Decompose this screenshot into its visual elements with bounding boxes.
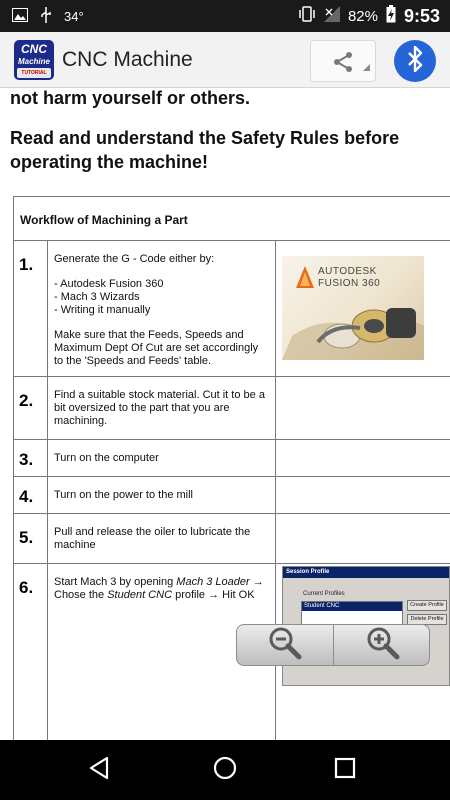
step-text: Pull and release the oiler to lubricate the machine xyxy=(48,514,276,563)
step-text: Find a suitable stock material. Cut it to be a bit oversized to the part that you are machining. xyxy=(48,377,276,439)
home-icon xyxy=(212,755,238,786)
table-row xyxy=(14,377,450,440)
usb-icon xyxy=(40,7,52,26)
step-number: 4. xyxy=(14,477,48,513)
share-button[interactable] xyxy=(310,40,376,82)
image-icon xyxy=(12,8,28,25)
back-button[interactable] xyxy=(84,756,114,784)
warning-fragment: not harm yourself or others. xyxy=(10,88,251,108)
navigation-bar xyxy=(0,740,450,800)
table-row xyxy=(14,514,450,564)
step-number: 5. xyxy=(14,514,48,563)
step-text: Start Mach 3 by opening Mach 3 Loader → Chose the Student CNC profile → Hit OK xyxy=(48,564,276,740)
status-bar xyxy=(0,0,450,32)
table-row xyxy=(14,477,450,514)
bluetooth-button[interactable] xyxy=(394,40,436,82)
back-icon xyxy=(88,756,110,785)
step-image-cell xyxy=(276,241,450,376)
zoom-out-button[interactable] xyxy=(237,625,334,665)
temperature-text: 34° xyxy=(64,8,84,24)
app-title: CNC Machine xyxy=(62,48,193,71)
battery-text: 82% xyxy=(347,7,378,25)
dialog-label: Current Profiles xyxy=(303,591,345,597)
step-number: 1. xyxy=(14,241,48,376)
step-text: Generate the G - Code either by: - Autodesk Fusion 360 - Mach 3 Wizards - Writing it manually Make sure that the Feeds, Speeds and Maximum Dept Of Cut are set accordingly to the 'Speeds and Feeds' table. xyxy=(48,241,276,376)
create-profile-button: Create Profile xyxy=(407,600,447,611)
app-logo: CNC Machine TUTORIAL xyxy=(14,40,54,80)
bluetooth-icon xyxy=(406,46,424,77)
app-bar xyxy=(0,32,450,88)
fusion-360-image: AUTODESK FUSION 360 xyxy=(282,256,424,360)
home-button[interactable] xyxy=(210,756,240,784)
step-number: 2. xyxy=(14,377,48,439)
step-number: 6. xyxy=(14,564,48,740)
delete-profile-button: Delete Profile xyxy=(407,614,447,625)
clock: 9:53 xyxy=(403,5,440,26)
vibrate-icon xyxy=(298,6,316,26)
zoom-in-button[interactable] xyxy=(334,625,431,665)
dialog-title: Session Profile xyxy=(283,567,449,578)
safety-warning: Read and understand the Safety Rules before operating the machine! xyxy=(10,128,400,172)
share-icon xyxy=(331,50,355,79)
table-row xyxy=(14,440,450,477)
table-row xyxy=(14,241,450,377)
dropdown-corner-icon xyxy=(363,58,370,76)
zoom-control xyxy=(236,624,430,666)
step-text: Turn on the power to the mill xyxy=(48,477,276,513)
recents-button[interactable] xyxy=(330,756,360,784)
recents-icon xyxy=(334,757,356,784)
step-number: 3. xyxy=(14,440,48,476)
table-title: Workflow of Machining a Part xyxy=(20,213,188,227)
step-text: Turn on the computer xyxy=(48,440,276,476)
selected-profile: Student CNC xyxy=(302,602,402,611)
table-header xyxy=(14,197,450,241)
zoom-out-icon xyxy=(268,626,302,665)
signal-icon xyxy=(324,6,340,26)
zoom-in-icon xyxy=(366,626,400,665)
battery-charging-icon xyxy=(386,5,396,27)
